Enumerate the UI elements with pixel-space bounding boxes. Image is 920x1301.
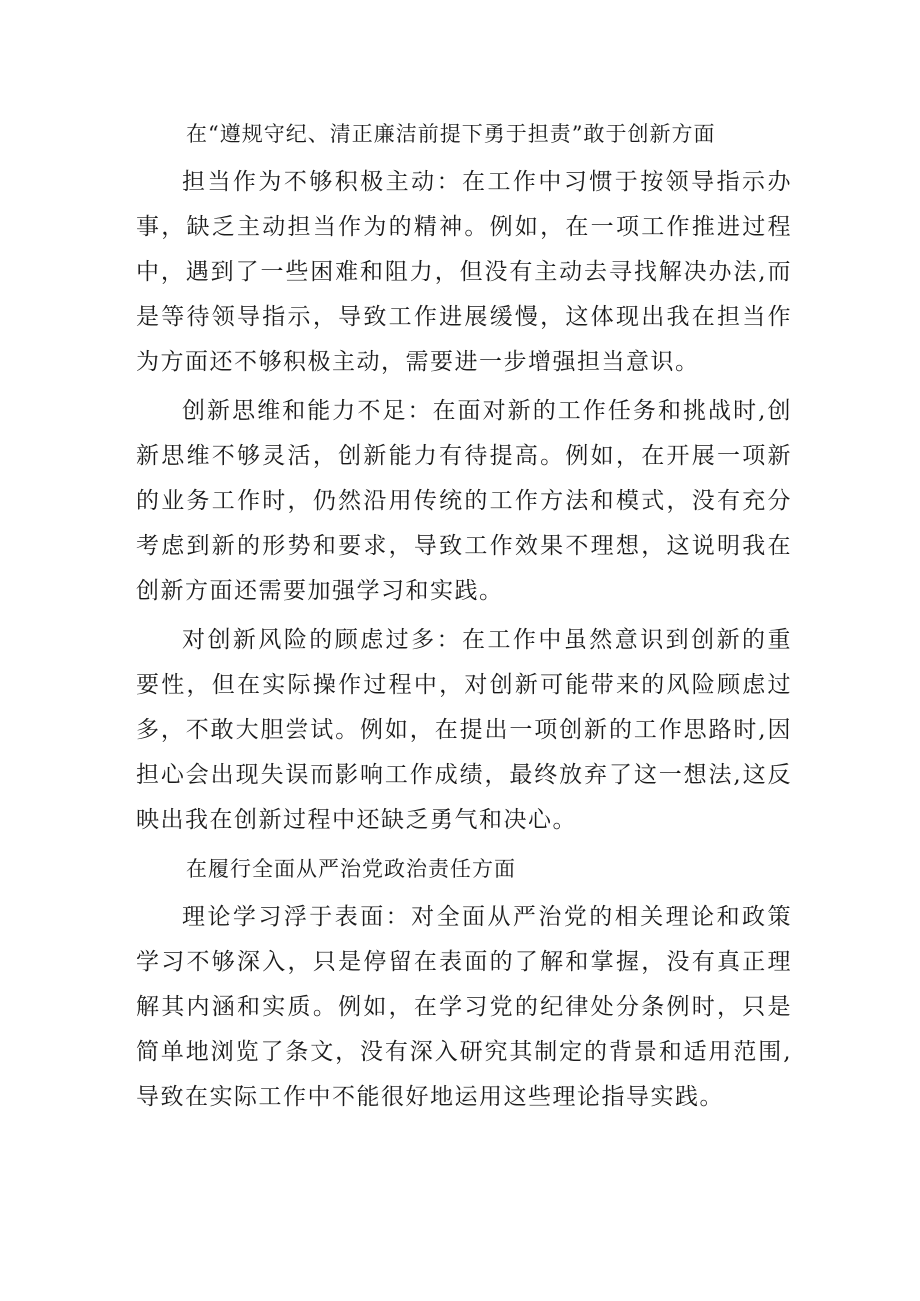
paragraph-theory-study: 理论学习浮于表面：对全面从严治党的相关理论和政策学习不够深入，只是停留在表面的了解和掌握，没有真正理解其内涵和实质。例如，在学习党的纪律处分条例时，只是简单地浏览了条文，没有深入研究其制定的背景和适用范围,导致在实际工作中不能很好地运用这些理论指导实践。: [136, 904, 792, 1110]
section-heading-innovation: 在“遵规守纪、清正廉洁前提下勇于担责”敢于创新方面: [186, 122, 716, 146]
paragraph-innovation-risk: 对创新风险的顾虑过多：在工作中虽然意识到创新的重要性，但在实际操作过程中，对创新可能带来的风险顾虑过多，不敢大胆尝试。例如，在提出一项创新的工作思路时,因担心会出现失误而影响工作成绩，最终放弃了这一想法,这反映出我在创新过程中还缺乏勇气和决心。: [136, 627, 792, 833]
section-heading-party-governance: 在履行全面从严治党政治责任方面: [186, 857, 516, 881]
paragraph-innovation-ability: 创新思维和能力不足：在面对新的工作任务和挑战时,创新思维不够灵活，创新能力有待提高。例如，在开展一项新的业务工作时，仍然沿用传统的工作方法和模式，没有充分考虑到新的形势和要求，导致工作效果不理想，这说明我在创新方面还需要加强学习和实践。: [136, 398, 792, 604]
paragraph-responsibility: 担当作为不够积极主动：在工作中习惯于按领导指示办事，缺乏主动担当作为的精神。例如，在一项工作推进过程中，遇到了一些困难和阻力，但没有主动去寻找解决办法,而是等待领导指示，导致工作进展缓慢，这体现出我在担当作为方面还不够积极主动，需要进一步增强担当意识。: [136, 169, 792, 375]
